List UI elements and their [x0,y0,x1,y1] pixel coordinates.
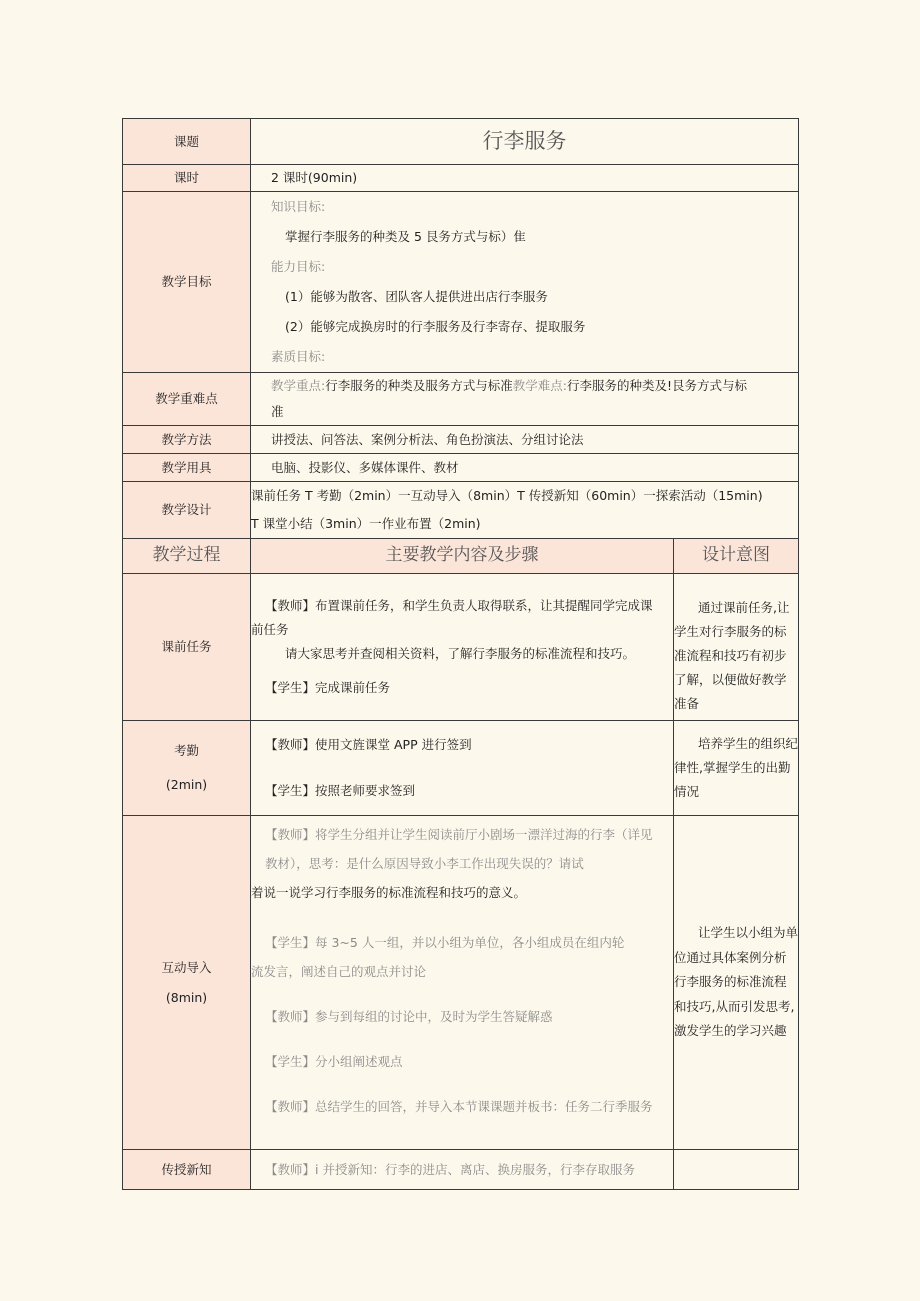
process-row-newknowledge [123,1150,799,1190]
design-label: 教学设计 [123,482,251,539]
process-row-pretask [123,574,799,721]
quality-title: 素质目标: [271,349,326,364]
focus-text: 行李服务的种类及服务方式与标准 [325,378,513,393]
row-key-points [123,373,799,426]
intro-line-4: 【学生】每 3~5 人一组，并以小组为单位，各小组成员在组内轮 [265,935,625,950]
intro-duration: (8min) [165,989,208,1005]
method-value: 讲授法、问答法、案例分析法、角色扮演法、分组讨论法 [251,426,799,454]
pretask-line-3: 请大家思考并查阅相关资料，了解行李服务的标准流程和技巧。 [285,646,636,661]
process-content-intro [251,816,674,1150]
attendance-duration: (2min) [165,777,208,792]
topic-value: 行李服务 [251,119,799,165]
pretask-line-1: 【教师】布置课前任务，和学生负责人取得联系，让其提醒同学完成课 [265,598,653,613]
process-header-row [123,539,799,574]
key-content [251,373,799,426]
intent-intro: 让学生以小组为单位通过具体案例分析行李服务的标准流程和技巧,从而引发思考,激发学生的学习兴趣 [674,816,799,1150]
row-topic [123,119,799,165]
intro-line-6: 【教师】参与到每组的讨论中，及时为学生答疑解惑 [265,1009,553,1024]
newknowledge-line-1: 【教师】i 并授新知：行李的进店、离店、换房服务，行李存取服务 [251,1150,674,1190]
lesson-plan-table [122,118,799,1190]
attendance-line-1: 【教师】使用文旌课堂 APP 进行签到 [265,737,472,752]
design-line-2: T 课堂小结（3min）一作业布置（2min) [251,516,481,531]
tools-value: 电脑、投影仪、多媒体课件、教材 [251,454,799,482]
intent-newknowledge [674,1150,799,1190]
process-label-attendance [123,721,251,816]
design-line-1: 课前任务 T 考勤（2min）一互动导入（8min）T 传授新知（60min）一探索活动（15min) [251,488,763,503]
header-process: 教学过程 [123,539,251,574]
intro-line-3: 着说一说学习行李服务的标准流程和技巧的意义。 [251,885,527,900]
row-method [123,426,799,454]
lesson-plan-sheet [122,118,798,1190]
difficulty-text: 行李服务的种类及!艮务方式与标 [566,378,747,393]
knowledge-item: 掌握行李服务的种类及 5 艮务方式与标）隹 [285,229,526,244]
intent-pretask: 通过课前任务,让学生对行李服务的标准流程和技巧有初步了解，以便做好教学准备 [674,574,799,721]
ability-item-2: (2）能够完成换房时的行李服务及行李寄存、提取服务 [285,319,586,334]
hours-value: 2 课时(90min) [251,165,799,192]
intro-line-7: 【学生】分小组阐述观点 [265,1054,403,1069]
difficulty-wrap: 准 [271,404,284,419]
design-content [251,482,799,539]
intro-line-8: 【教师】总结学生的回答，并导入本节课课题并板书：任务二行季服务 [265,1099,653,1114]
intro-line-1: 【教师】将学生分组并让学生阅读前厅小剧场一漂洋过海的行李（详见 [265,827,653,842]
pretask-line-2: 前任务 [251,622,289,637]
intro-line-2: 教材），思考：是什么原因导致小李工作出现失误的？请试 [265,856,584,871]
row-goals [123,192,799,373]
pretask-line-4: 【学生】完成课前任务 [265,680,391,695]
attendance-line-2: 【学生】按照老师要求签到 [265,783,416,798]
process-content-attendance [251,721,674,816]
process-row-intro [123,816,799,1150]
tools-label: 教学用具 [123,454,251,482]
row-hours [123,165,799,192]
knowledge-title: 知识目标: [271,199,326,214]
header-intent: 设计意图 [674,539,799,574]
difficulty-title: 教学难点: [512,378,567,393]
intro-label: 互动导入 [161,959,212,975]
topic-label: 课题 [123,119,251,165]
method-label: 教学方法 [123,426,251,454]
row-tools [123,454,799,482]
ability-title: 能力目标: [271,259,326,274]
header-content: 主要教学内容及步骤 [251,539,674,574]
process-label-intro [123,816,251,1150]
intent-attendance: 培养学生的组织纪律性,掌握学生的出勤情况 [674,721,799,816]
process-content-pretask [251,574,674,721]
row-design [123,482,799,539]
process-label-newknowledge: 传授新知 [123,1150,251,1190]
intro-line-5: 流发言，阐述自己的观点并讨论 [251,964,427,979]
process-label-pretask: 课前任务 [123,574,251,721]
attendance-label: 考勤 [173,743,199,758]
goals-content [251,192,799,373]
hours-label: 课时 [123,165,251,192]
key-label: 教学重难点 [123,373,251,426]
process-row-attendance [123,721,799,816]
ability-item-1: (1）能够为散客、团队客人提供进出店行李服务 [285,289,548,304]
focus-title: 教学重点: [271,378,326,393]
goals-label: 教学目标 [123,192,251,373]
